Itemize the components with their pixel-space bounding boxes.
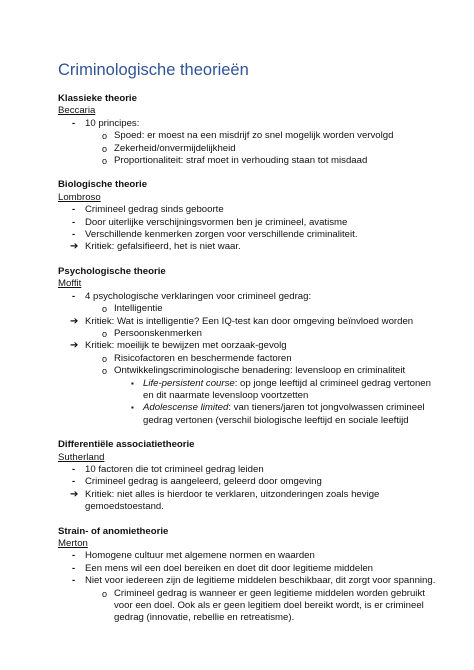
circle-bullet-icon: o — [102, 588, 108, 599]
list-item-text: Crimineel gedrag sinds geboorte — [85, 204, 224, 216]
list-item-text: Persoonskenmerken — [114, 327, 202, 339]
dash-bullet-icon: - — [72, 562, 76, 574]
dash-bullet-icon: - — [72, 476, 76, 488]
dash-bullet-icon: - — [72, 463, 76, 475]
list-item — [58, 143, 438, 155]
circle-bullet-icon: o — [102, 353, 108, 364]
emphasized-term: Adolescense limited — [143, 402, 229, 414]
circle-bullet-icon: o — [102, 156, 108, 167]
list-item-text: Crimineel gedrag is aangeleerd, geleerd door omgeving — [85, 476, 322, 488]
list-item — [58, 316, 438, 328]
list-item-text: Verschillende kenmerken zorgen voor verschillende criminaliteit. — [85, 229, 358, 241]
list-item — [58, 365, 438, 377]
dash-bullet-icon: - — [72, 204, 76, 216]
list-item — [58, 241, 438, 253]
dash-bullet-icon: - — [72, 216, 76, 228]
section — [58, 266, 438, 427]
square-bullet-icon: ▪ — [131, 378, 134, 388]
list-item — [58, 575, 438, 587]
circle-bullet-icon: o — [102, 143, 108, 154]
list-item-text: Crimineel gedrag is wanneer er geen legitieme middelen worden gebruikt voor een doel. Ook als er geen legitiem doel bereikt wordt, is er crimineel gedrag (innovatie, rebellie en retreatisme). — [114, 587, 425, 624]
list-item-text: 4 psychologische verklaringen voor crimineel gedrag: — [85, 290, 312, 302]
list-item — [58, 588, 438, 625]
list-item — [58, 217, 438, 229]
list-item — [58, 464, 438, 476]
section-author: Moffit — [58, 278, 82, 290]
section — [58, 93, 438, 167]
list-item — [58, 155, 438, 167]
list-item — [58, 130, 438, 142]
list-item — [58, 340, 438, 352]
dash-bullet-icon: - — [72, 550, 76, 562]
circle-bullet-icon: o — [102, 328, 108, 339]
list-item — [58, 229, 438, 241]
document-body — [58, 93, 438, 637]
section-heading: Klassieke theorie — [58, 93, 137, 104]
list-item — [58, 563, 438, 575]
list-item — [58, 328, 438, 340]
section-heading: Biologische theorie — [58, 179, 148, 191]
list-item-text: Homogene cultuur met algemene normen en waarden — [85, 550, 315, 562]
section-heading: Strain- of anomietheorie — [58, 525, 169, 537]
section-heading: Psychologische theorie — [58, 265, 166, 277]
list-item-text: Spoed: er moest na een misdrijf zo snel mogelijk worden vervolgd — [114, 130, 394, 142]
section-author: Beccaria — [58, 105, 96, 117]
arrow-right-icon: ➔ — [70, 241, 79, 253]
dash-bullet-icon: - — [72, 290, 76, 302]
list-item — [58, 118, 438, 130]
list-item — [58, 378, 438, 403]
list-item-text: Niet voor iedereen zijn de legitieme middelen beschikbaar, dit zorgt voor spanning. — [85, 575, 436, 587]
list-item-text: Door uiterlijke verschijningsvormen ben je crimineel, avatisme — [85, 216, 348, 228]
list-item-text: Zekerheid/onvermijdelijkheid — [114, 142, 236, 154]
list-item-text: Life-persistent course: op jonge leeftijd al crimineel gedrag vertonen en dit naarmate levensloop voortzetten — [143, 377, 431, 401]
list-item-text: Kritiek: moeilijk te bewijzen met oorzaak-gevolg — [85, 340, 287, 352]
section — [58, 526, 438, 625]
list-item-text: Kritiek: niet alles is hierdoor te verklaren, uitzonderingen zoals hevige gemoedstoestand. — [85, 488, 380, 513]
page-title: Criminologische theorieën — [58, 61, 249, 79]
arrow-right-icon: ➔ — [70, 488, 79, 500]
list-item — [58, 303, 438, 315]
list-item — [58, 476, 438, 488]
arrow-right-icon: ➔ — [70, 340, 79, 352]
list-item-text: Proportionaliteit: straf moet in verhouding staan tot misdaad — [114, 155, 368, 167]
list-item-text: 10 principes: — [85, 117, 140, 129]
circle-bullet-icon: o — [102, 304, 108, 315]
list-item — [58, 489, 438, 514]
square-bullet-icon: ▪ — [131, 403, 134, 413]
list-item-text: 10 factoren die tot crimineel gedrag leiden — [85, 463, 264, 475]
section-heading: Differentiële associatietheorie — [58, 439, 195, 451]
list-item-text: Intelligentie — [114, 303, 163, 315]
list-item-text: Kritiek: Wat is intelligentie? Een IQ-test kan door omgeving beïnvloed worden — [85, 315, 414, 327]
list-item — [58, 204, 438, 216]
dash-bullet-icon: - — [72, 229, 76, 241]
section-author: Lombroso — [58, 191, 101, 203]
section-author: Sutherland — [58, 451, 105, 463]
dash-bullet-icon: - — [72, 117, 76, 129]
list-item-text: Risicofactoren en beschermende factoren — [114, 352, 292, 364]
emphasized-term: Life-persistent course — [143, 377, 235, 389]
list-item — [58, 550, 438, 562]
list-item-text: Adolescense limited: van tieners/jaren tot jongvolwassen crimineel gedrag vertonen (verschil biologische leeftijd en sociale leeftijd — [143, 402, 425, 426]
circle-bullet-icon: o — [102, 366, 108, 377]
section — [58, 439, 438, 513]
list-item — [58, 353, 438, 365]
list-item-text: Ontwikkelingscriminologische benadering: levensloop en criminaliteit — [114, 365, 406, 377]
list-item-text: Een mens wil een doel bereiken en doet dit door legitieme middelen — [85, 562, 373, 574]
dash-bullet-icon: - — [72, 575, 76, 587]
list-item-text: Kritiek: gefalsifieerd, het is niet waar. — [85, 241, 241, 253]
arrow-right-icon: ➔ — [70, 315, 79, 327]
list-item — [58, 291, 438, 303]
section — [58, 179, 438, 253]
section-author: Merton — [58, 538, 88, 549]
list-item — [58, 402, 438, 427]
circle-bullet-icon: o — [102, 131, 108, 142]
